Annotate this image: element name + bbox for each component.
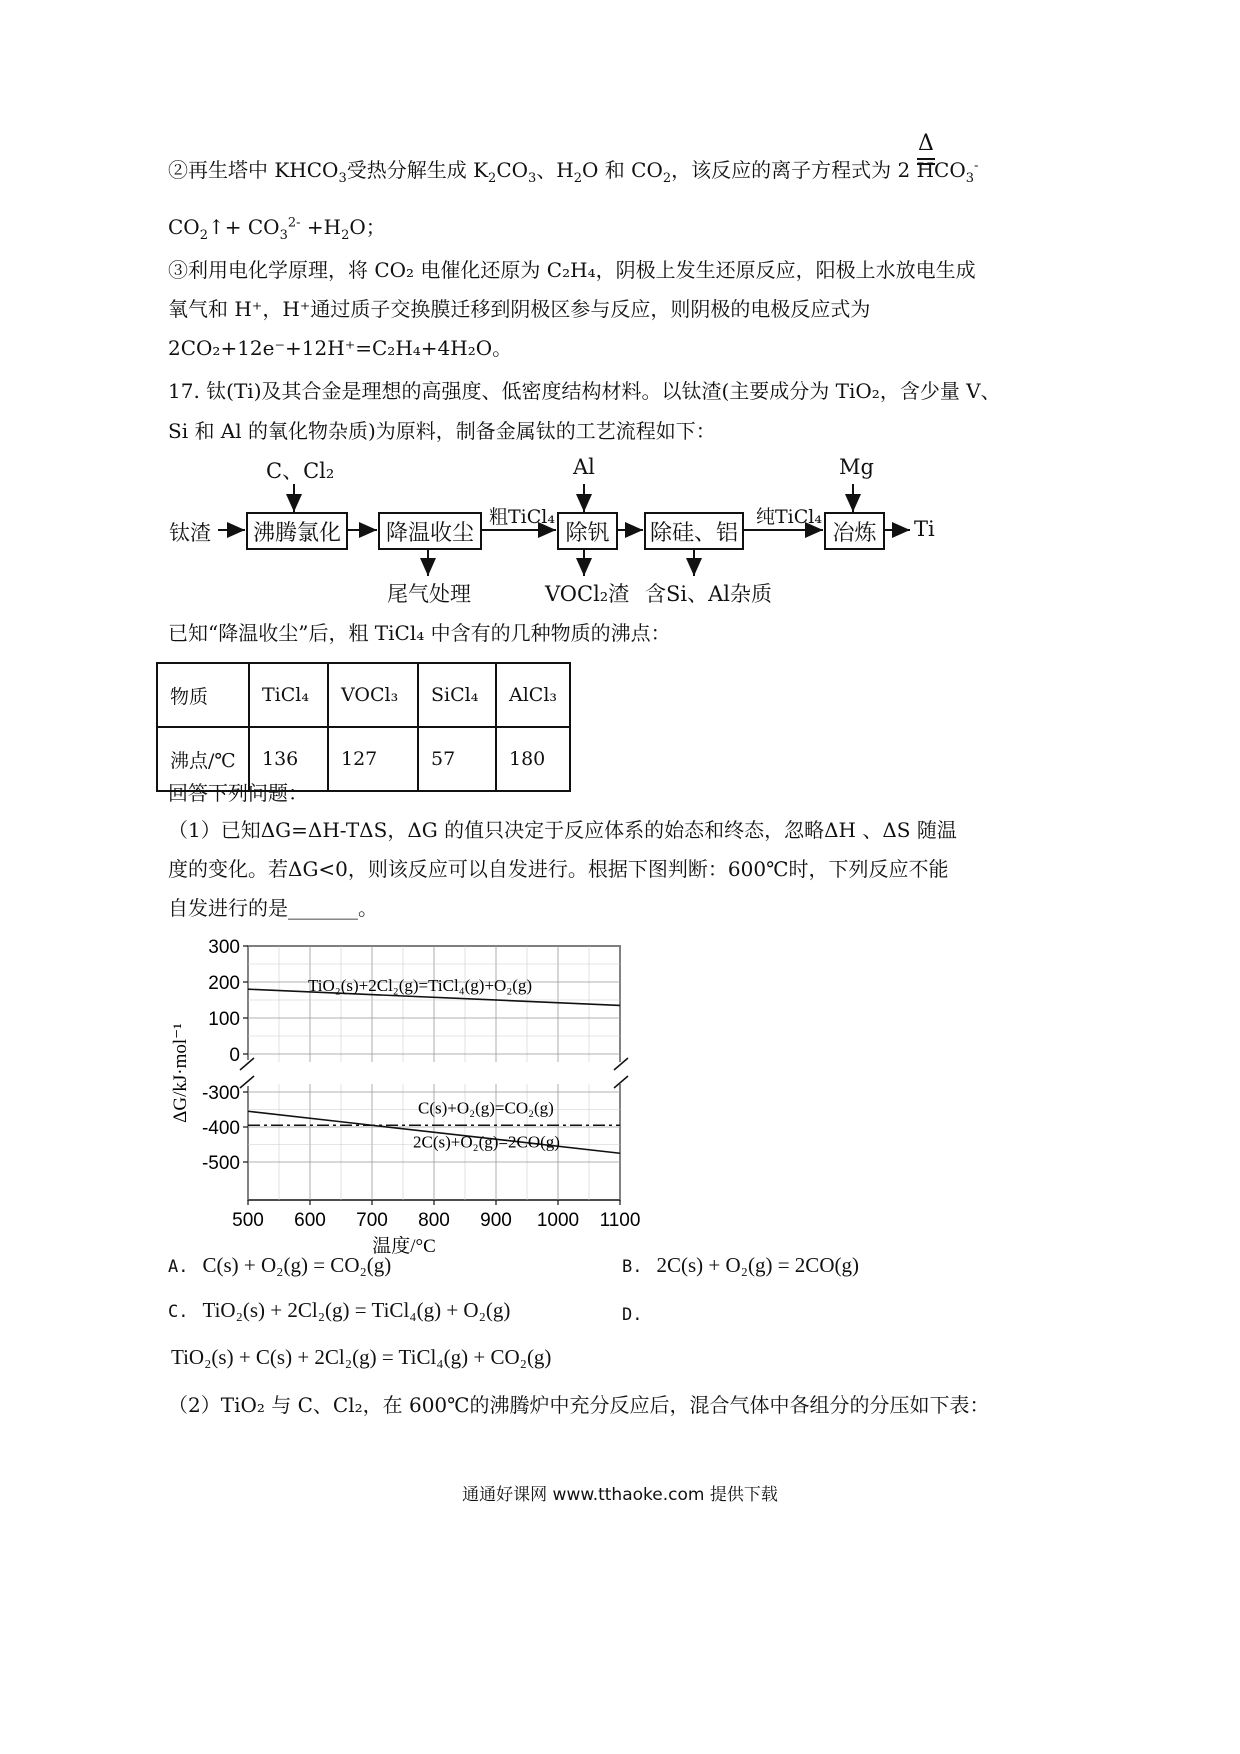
chart-x-tick-label: 800 [418, 1210, 450, 1231]
table-cell: 180 [496, 727, 570, 791]
chart-x-tick-label: 700 [356, 1210, 388, 1231]
part1-line3: 自发进行的是_______。 [168, 896, 378, 920]
flow-step5-input: Mg [839, 455, 874, 479]
option-b-key: B. [622, 1257, 643, 1277]
boiling-point-table [156, 662, 571, 792]
flow-step-cooling-dust: 降温收尘 [378, 512, 482, 550]
option-d[interactable] [622, 1301, 656, 1326]
chart-y-tick-label: -400 [201, 1118, 240, 1139]
chart-x-tick-label: 600 [294, 1210, 326, 1231]
chart-axis-break-gap [242, 1062, 626, 1084]
part1-line1: （1）已知ΔG=ΔH-TΔS，ΔG 的值只决定于反应体系的始态和终态，忽略ΔH 、ΔS 随温 [168, 818, 957, 842]
flow-step3-output: VOCl₂渣 [545, 582, 630, 606]
option-b-text: 2C(s) + O₂(g) = 2CO(g) [656, 1253, 859, 1277]
chart-y-tick-label: -500 [201, 1153, 240, 1174]
table-cell: AlCl₃ [496, 663, 570, 727]
chart-y-tick-label: 200 [208, 973, 240, 994]
q3-line1: ③利用电化学原理，将 CO₂ 电催化还原为 C₂H₄，阴极上发生还原反应，阳极上水放电生成 [168, 258, 976, 282]
flow-output-ti: Ti [914, 517, 935, 541]
chart-x-tick-label: 900 [480, 1210, 512, 1231]
chart-x-tick-label: 1100 [599, 1210, 641, 1231]
q17-intro-line1: 17. 钛(Ti)及其合金是理想的高强度、低密度结构材料。以钛渣(主要成分为 TiO₂，含少量 V、 [168, 379, 1001, 403]
table-cell: 沸点/℃ [157, 727, 249, 791]
chart-series-label: TiO₂(s)+2Cl₂(g)=TiCl₄(g)+O₂(g) [308, 976, 533, 996]
delta-g-chart [160, 930, 660, 1257]
option-d-key: D. [622, 1305, 643, 1325]
heating-sign: Δ [917, 134, 935, 165]
flow-step3-input: Al [573, 455, 595, 479]
flow-step1-input: C、Cl₂ [266, 459, 335, 483]
known-boiling-points: 已知“降温收尘”后，粗 TiCl₄ 中含有的几种物质的沸点： [168, 621, 671, 645]
table-header-row [157, 663, 570, 727]
option-a[interactable] [168, 1253, 391, 1278]
table-cell: 物质 [157, 663, 249, 727]
table-cell: SiCl₄ [418, 663, 496, 727]
option-c-text: TiO₂(s) + 2Cl₂(g) = TiCl₄(g) + O₂(g) [202, 1298, 511, 1322]
flow-step-remove-si-al: 除硅、铝 [644, 512, 744, 550]
q3-line2: 氧气和 H⁺，H⁺通过质子交换膜迁移到阴极区参与反应，则阴极的电极反应式为 [168, 297, 871, 321]
q3-line3: 2CO₂+12e⁻+12H⁺=C₂H₄+4H₂O。 [168, 336, 513, 360]
page-footer: 通通好课网 www.tthaoke.com 提供下载 [462, 1485, 778, 1505]
part1-line2: 度的变化。若ΔG<0，则该反应可以自发进行。根据下图判断：600℃时，下列反应不能 [168, 857, 949, 881]
table-cell: TiCl₄ [249, 663, 328, 727]
q2-equation-cont: $CO_2↑+ CO_3^{2-} +H_2O$； [168, 215, 386, 243]
flow-step4-output: 含Si、Al杂质 [645, 582, 772, 606]
flow-input-ti-slag: 钛渣 [169, 521, 211, 545]
chart-y-tick-label: 0 [229, 1045, 240, 1066]
chart-y-tick-label: 300 [208, 937, 240, 958]
option-c[interactable] [168, 1298, 510, 1323]
q17-intro-line2: Si 和 Al 的氧化物杂质)为原料，制备金属钛的工艺流程如下： [168, 419, 716, 443]
part2-line1: （2）TiO₂ 与 C、Cl₂，在 600℃的沸腾炉中充分反应后，混合气体中各组分的分压如下表： [168, 1393, 990, 1417]
chart-x-tick-label: 500 [232, 1210, 264, 1231]
option-a-text: C(s) + O₂(g) = CO₂(g) [202, 1253, 392, 1277]
table-cell: 136 [249, 727, 328, 791]
table-cell: VOCl₃ [328, 663, 418, 727]
flow-crude-ticl4-label: 粗TiCl₄ [489, 506, 555, 528]
option-c-key: C. [168, 1302, 189, 1322]
q2-equation-line: ②再生塔中 $KHCO_3$受热分解生成 $K_2CO_3$、$H_2O$ 和 $CO_2$，该反应的离子方程式为 2 $HCO_3^-$ [168, 158, 979, 186]
chart-y-tick-label: 100 [208, 1009, 240, 1030]
table-cell: 57 [418, 727, 496, 791]
flow-pure-ticl4-label: 纯TiCl₄ [756, 506, 822, 528]
flow-step-remove-vanadium: 除钒 [557, 512, 618, 550]
chart-series-label: 2C(s)+O₂(g)=2CO(g) [413, 1132, 560, 1152]
option-d-text: TiO₂(s) + C(s) + 2Cl₂(g) = TiCl₄(g) + CO₂(g) [171, 1345, 552, 1369]
chart-series-label: C(s)+O₂(g)=CO₂(g) [418, 1098, 554, 1118]
table-cell: 127 [328, 727, 418, 791]
flow-step-boiling-chlorination: 沸腾氯化 [246, 512, 348, 550]
answer-prompt: 回答下列问题： [168, 781, 308, 805]
chart-x-axis-label: 温度/°C [372, 1236, 436, 1257]
chart-y-tick-label: -300 [201, 1083, 240, 1104]
flow-step2-output: 尾气处理 [387, 582, 471, 606]
chart-x-tick-label: 1000 [536, 1210, 580, 1231]
option-a-key: A. [168, 1257, 189, 1277]
flow-step-smelting: 冶炼 [824, 512, 885, 550]
chart-y-axis-label: ΔG/kJ·mol⁻¹ [170, 1023, 191, 1123]
process-flow-diagram [0, 0, 1240, 620]
option-b[interactable] [622, 1253, 859, 1278]
